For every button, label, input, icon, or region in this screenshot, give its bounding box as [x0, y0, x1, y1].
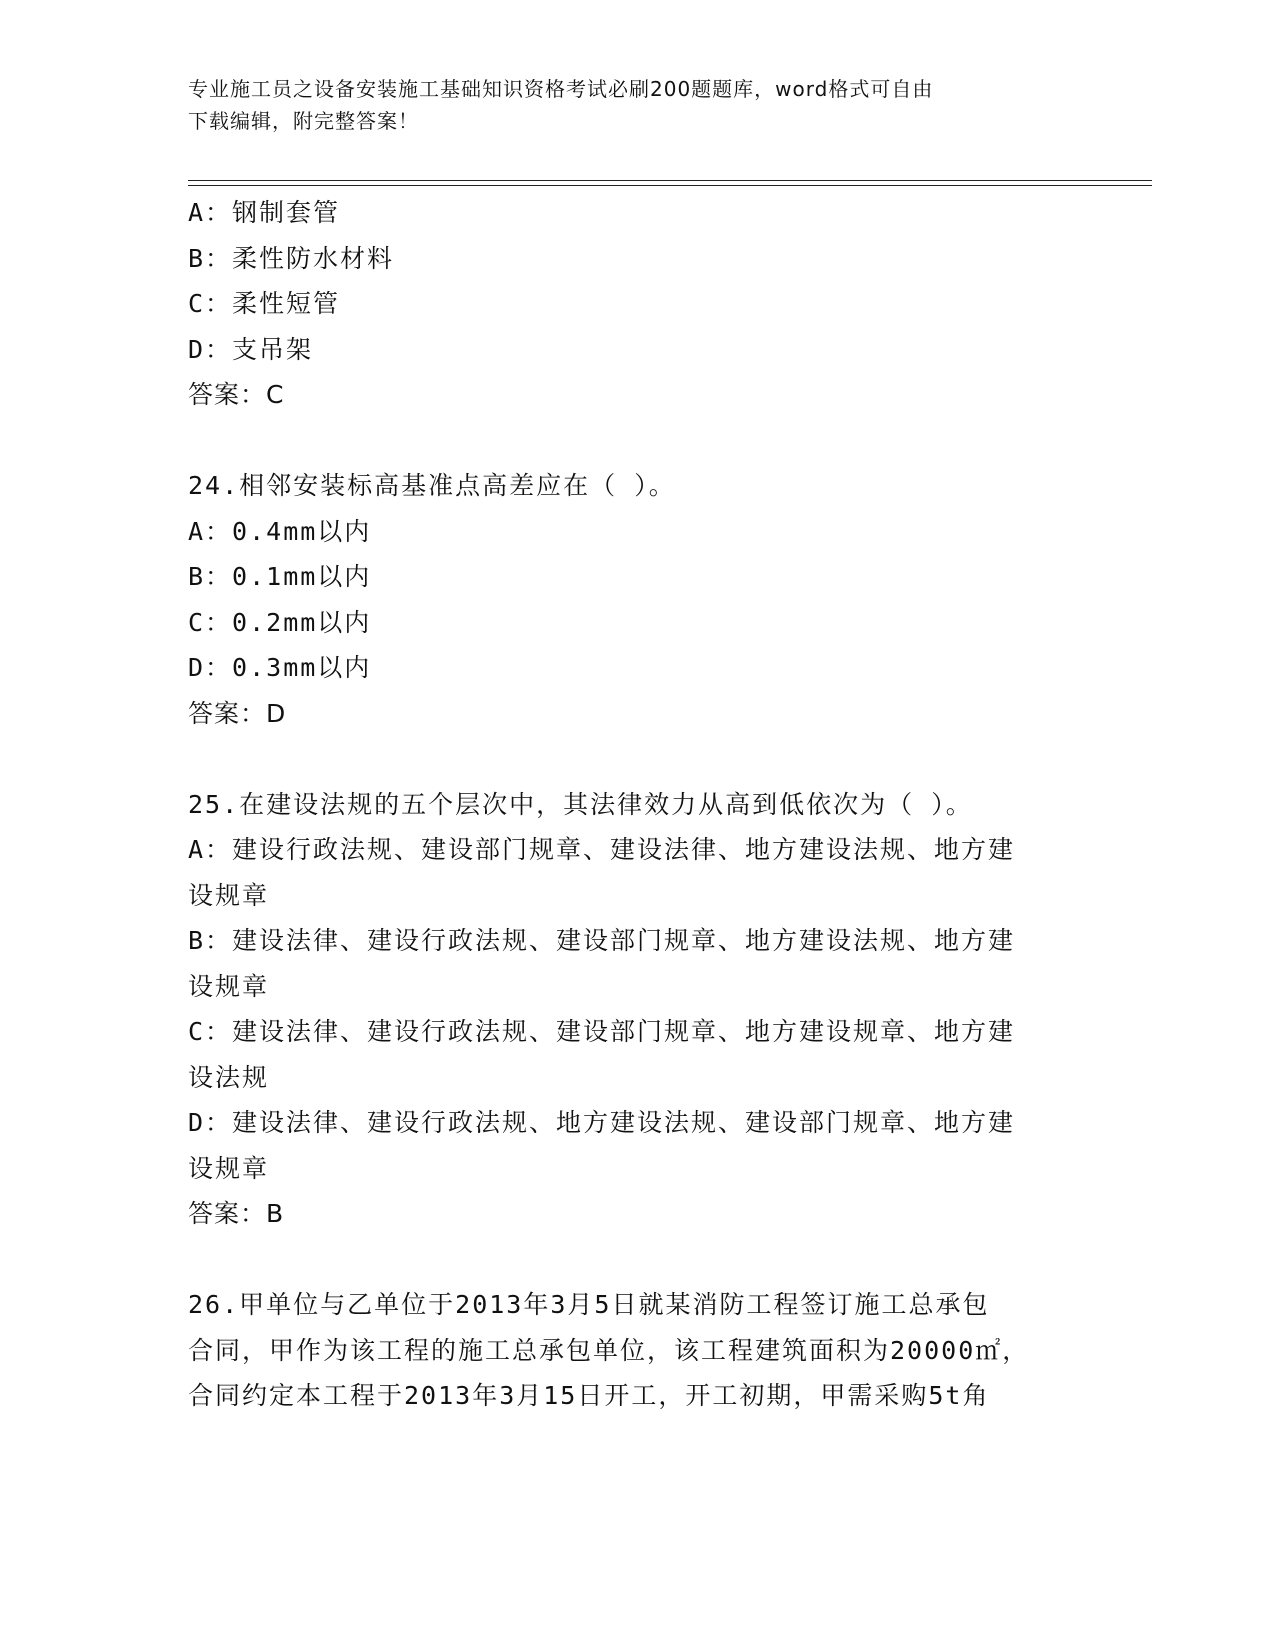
document-body — [188, 190, 1088, 1419]
option-d: D：0.3mm以内 — [188, 653, 372, 682]
option-a-continued: 设规章 — [188, 880, 270, 910]
question-stem: 24.相邻安装标高基准点高差应在（ ）。 — [188, 471, 676, 500]
option-c: C：柔性短管 — [188, 289, 341, 318]
question-25 — [188, 782, 1088, 1237]
answer: 答案：B — [188, 1199, 285, 1228]
spacer — [188, 418, 1088, 464]
question-stem: 25.在建设法规的五个层次中，其法律效力从高到低依次为（ ）。 — [188, 789, 973, 819]
spacer — [188, 1237, 1088, 1283]
spacer — [188, 736, 1088, 782]
header-divider-bottom — [188, 185, 1152, 186]
page-header — [188, 73, 1088, 137]
option-a: A：建设行政法规、建设部门规章、建设法律、地方建设法规、地方建 — [188, 835, 1016, 864]
question-stem-line-1: 26.甲单位与乙单位于2013年3月5日就某消防工程签订施工总承包 — [188, 1290, 990, 1319]
option-b: B：柔性防水材料 — [188, 243, 395, 273]
header-line-2: 下载编辑，附完整答案！ — [188, 109, 419, 133]
answer: 答案：C — [188, 380, 285, 409]
option-c-continued: 设法规 — [188, 1062, 270, 1092]
option-d: D：支吊架 — [188, 334, 314, 364]
option-d-continued: 设规章 — [188, 1153, 270, 1183]
question-24 — [188, 463, 1088, 736]
header-line-1: 专业施工员之设备安装施工基础知识资格考试必刷200题题库，word格式可自由 — [188, 77, 934, 101]
option-c: C：0.2mm以内 — [188, 607, 372, 637]
option-b: B：0.1mm以内 — [188, 562, 372, 591]
question-stem-line-3: 合同约定本工程于2013年3月15日开工，开工初期，甲需采购5t角 — [188, 1381, 990, 1410]
question-23 — [188, 190, 1088, 418]
option-c: C：建设法律、建设行政法规、建设部门规章、地方建设规章、地方建 — [188, 1017, 1016, 1046]
option-b: B：建设法律、建设行政法规、建设部门规章、地方建设法规、地方建 — [188, 926, 1016, 955]
option-b-continued: 设规章 — [188, 971, 270, 1001]
question-stem-line-2: 合同，甲作为该工程的施工总承包单位，该工程建筑面积为20000㎡， — [188, 1335, 1030, 1365]
option-a: A：钢制套管 — [188, 198, 341, 227]
answer: 答案：D — [188, 698, 287, 728]
header-divider-top — [188, 180, 1152, 181]
question-26 — [188, 1282, 1088, 1419]
option-a: A：0.4mm以内 — [188, 516, 372, 546]
option-d: D：建设法律、建设行政法规、地方建设法规、建设部门规章、地方建 — [188, 1108, 1016, 1137]
